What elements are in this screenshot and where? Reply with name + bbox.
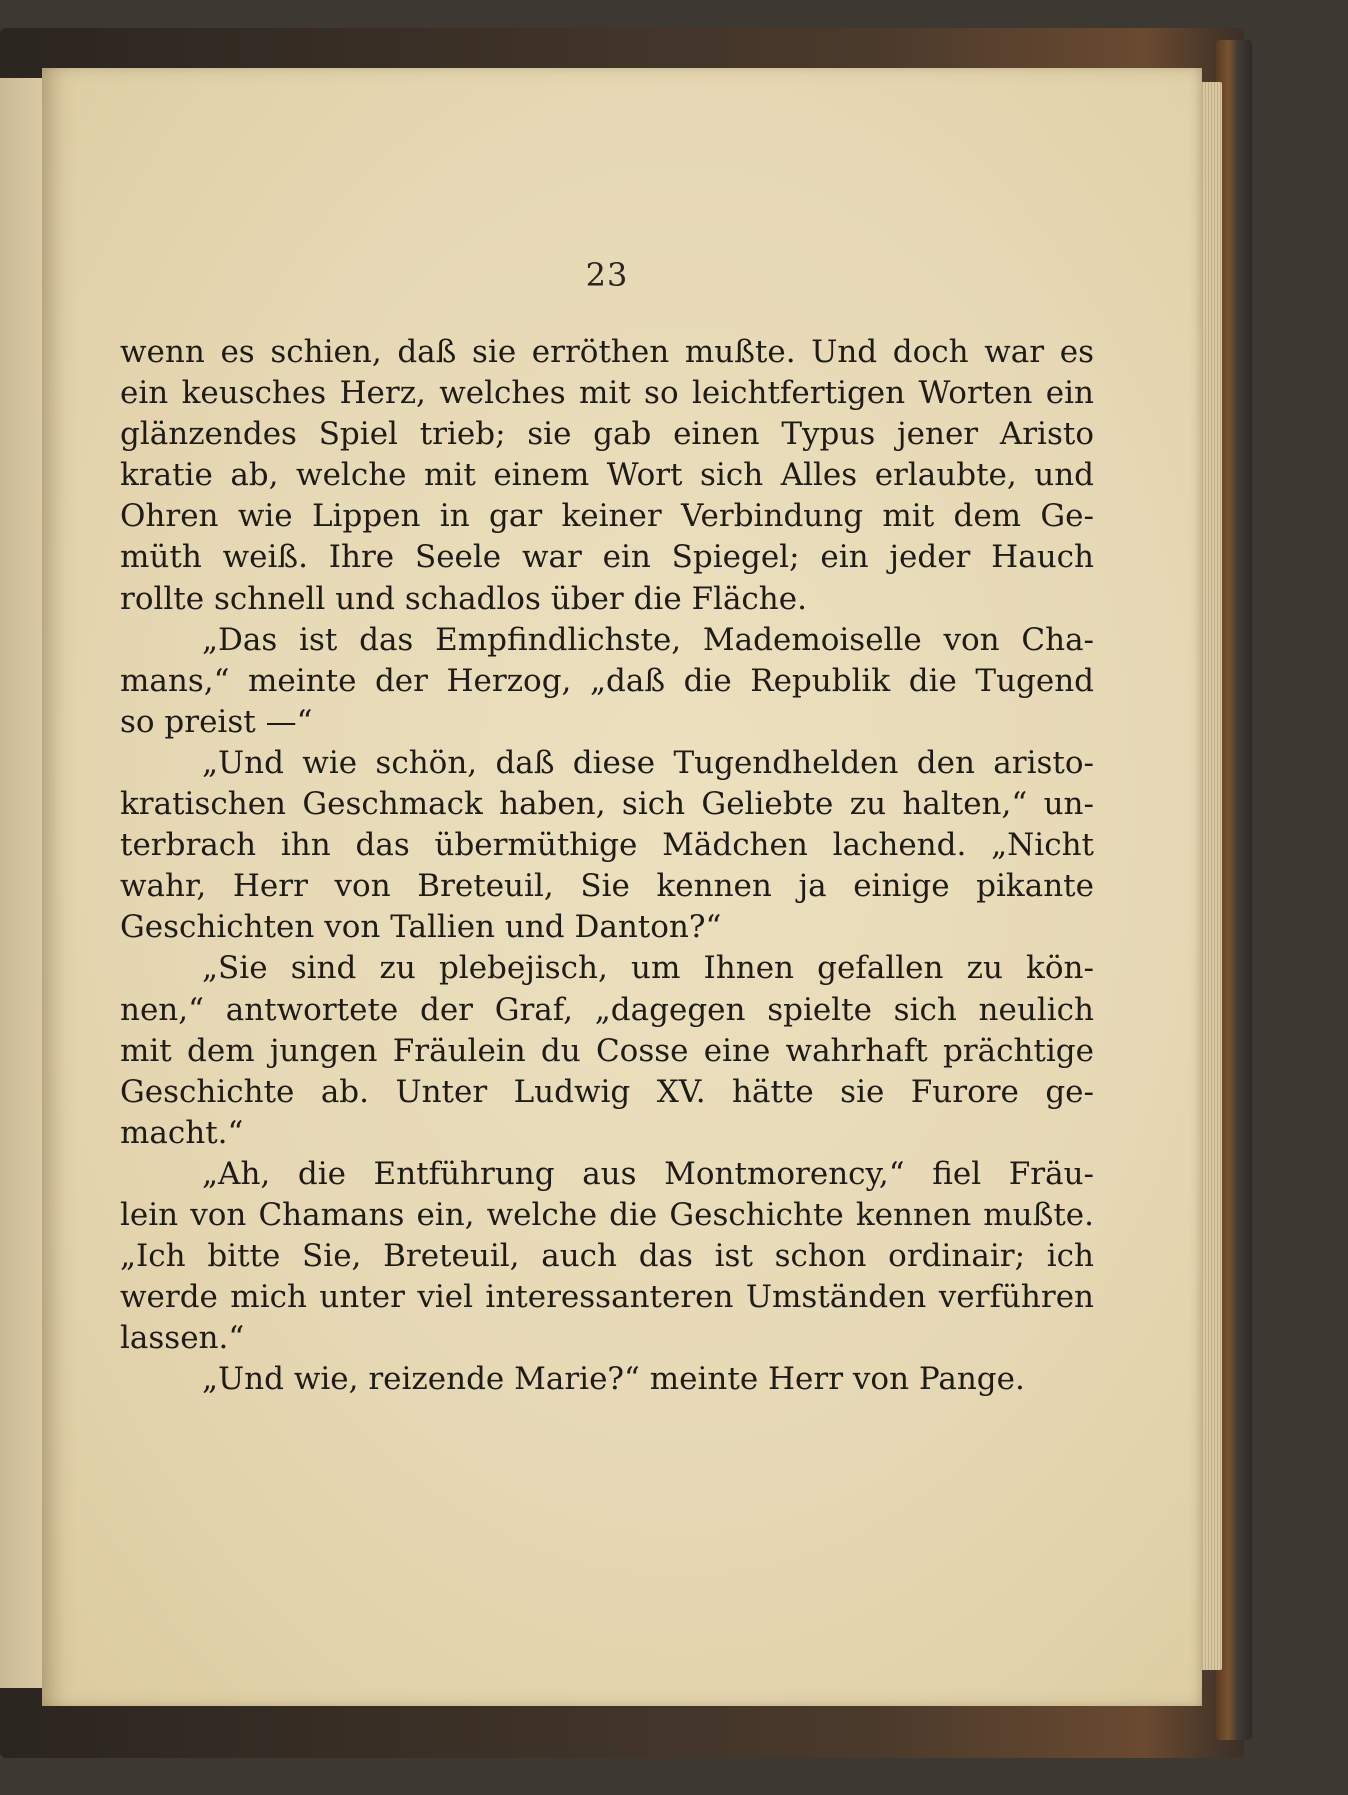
text-line: wenn es schien, daß sie erröthen mußte. Und doch war es	[120, 334, 1094, 370]
text-line: macht.“	[120, 1114, 244, 1151]
text-line: „Sie sind zu plebejisch, um Ihnen gefallen zu kön-	[202, 950, 1094, 987]
text-line: kratie ab, welche mit einem Wort sich Alles erlaubte, und	[120, 457, 1095, 494]
text-line: mit dem jungen Fräulein du Cosse eine wahrhaft prächtige	[120, 1032, 1094, 1069]
text-line: müth weiß. Ihre Seele war ein Spiegel; ein jeder Hauch	[120, 539, 1094, 576]
text-line: „Ah, die Entführung aus Montmorency,“ fiel Fräu-	[202, 1155, 1095, 1192]
book-page	[42, 68, 1202, 1706]
text-line: Ohren wie Lippen in gar keiner Verbindung mit dem Ge-	[120, 498, 1094, 535]
text-line: mans,“ meinte der Herzog, „daß die Republik die Tugend	[120, 662, 1095, 699]
text-line: kratischen Geschmack haben, sich Geliebte zu halten,“ un-	[120, 786, 1094, 823]
text-line: „Ich bitte Sie, Breteuil, auch das ist schon ordinair; ich	[120, 1238, 1094, 1275]
page-number: 23	[585, 256, 629, 294]
text-line: lein von Chamans ein, welche die Geschichte kennen mußte.	[120, 1196, 1095, 1233]
text-line: so preist —“	[120, 703, 313, 740]
text-line: terbrach ihn das übermüthige Mädchen lachend. „Nicht	[120, 827, 1095, 864]
text-line: „Und wie, reizende Marie?“ meinte Herr von Pange.	[202, 1361, 1025, 1398]
previous-page-edge	[0, 78, 48, 1688]
text-line: Geschichte ab. Unter Ludwig XV. hätte sie Furore ge-	[120, 1073, 1094, 1110]
text-line: rollte schnell und schadlos über die Fläche.	[120, 580, 807, 617]
text-line: glänzendes Spiel trieb; sie gab einen Typus jener Aristo	[120, 416, 1095, 453]
text-line: ein keusches Herz, welches mit so leichtfertigen Worten ein	[120, 375, 1095, 412]
text-line: lassen.“	[120, 1320, 245, 1357]
text-line: werde mich unter viel interessanteren Umständen verführen	[120, 1279, 1094, 1316]
text-line: „Das ist das Empfindlichste, Mademoiselle von Cha-	[202, 621, 1095, 658]
text-line: Geschichten von Tallien und Danton?“	[120, 909, 722, 946]
text-line: „Und wie schön, daß diese Tugendhelden den aristo-	[202, 744, 1094, 781]
text-line: wahr, Herr von Breteuil, Sie kennen ja einige pikante	[120, 868, 1094, 905]
body-text	[120, 332, 1094, 1400]
text-line: nen,“ antwortete der Graf, „dagegen spielte sich neulich	[120, 991, 1094, 1028]
